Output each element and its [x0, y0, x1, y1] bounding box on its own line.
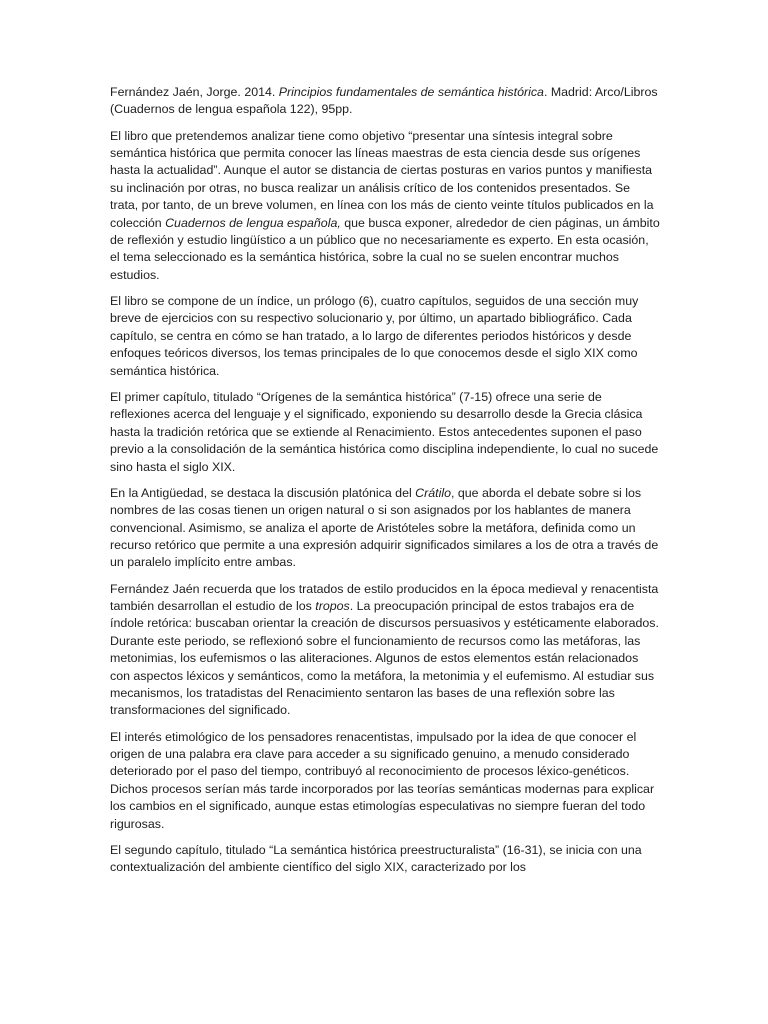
paragraph-chapter-two: El segundo capítulo, titulado “La semántica histórica preestructuralista” (16-31), se inicia con una contextualización del ambiente científico del siglo XIX, caracterizado por los — [110, 842, 642, 875]
paragraph-chapter-one: El primer capítulo, titulado “Orígenes de la semántica histórica” (7-15) ofrece una serie de reflexiones acerca del lenguaje y el significado, exponiendo su desarrollo desde la Grecia clásica hasta la tradición retórica que se extiende al Renacimiento. Estos antecedentes suponen el paso previo a la consolidación de la semántica histórica como disciplina independiente, lo cual no sucede sino hasta el siglo XIX. — [110, 389, 659, 474]
collection-title: Cuadernos de lengua española, — [165, 215, 341, 230]
tropos-term: tropos — [315, 598, 350, 613]
bibliographic-citation — [110, 84, 661, 119]
citation-publisher: . Madrid: Arco/Libros (Cuadernos de lengua española 122), 95pp. — [110, 85, 658, 117]
paragraph-text: El libro que pretendemos analizar tiene como objetivo “presentar una síntesis integral sobre semántica histórica que permita conocer las líneas maestras de esta ciencia desde sus orígenes hasta la actualidad”. Aunque el autor se distancia de ciertas posturas en varios puntos y manifiesta su inclinación por otras, no busca realizar un análisis crítico de los contenidos presentados. Se trata, por tanto, de un breve volumen, en línea con los más de ciento veinte títulos publicados en la colección — [110, 128, 654, 230]
paragraph-objective — [110, 128, 661, 285]
book-title: Principios fundamentales de semántica histórica — [278, 85, 544, 99]
paragraph-structure: El libro se compone de un índice, un prólogo (6), cuatro capítulos, seguidos de una sección muy breve de ejercicios con su respectivo solucionario y, por último, un apartado bibliográfico. Cada capítulo, se centra en cómo se han tratado, a lo largo de diferentes periodos históricos y desde enfoques teóricos diversos, los temas principales de lo que conocemos desde el siglo XIX como semántica histórica. — [110, 294, 639, 378]
document-page — [110, 84, 661, 885]
paragraph-text: . La preocupación principal de estos trabajos era de índole retórica: buscaban orientar la creación de discursos persuasivos y estéticamente elaborados. Durante este periodo, se reflexionó sobre el funcionamiento de recursos como las metáforas, las metonimias, los eufemismos o las aliteraciones. Algunos de estos elementos están relacionados con aspectos léxicos y semánticos, como la metáfora, la metonimia y el eufemismo. Al estudiar sus mecanismos, los tratadistas del Renacimiento sentaron las bases de una reflexión sobre las transformaciones del significado. — [110, 598, 659, 718]
paragraph-text: En la Antigüedad, se destaca la discusión platónica del — [110, 485, 416, 500]
paragraph-etymology: El interés etimológico de los pensadores renacentistas, impulsado por la idea de que conocer el origen de una palabra era clave para acceder a su significado genuino, a menudo considerado deteriorado por el paso del tiempo, contribuyó al reconocimiento de procesos léxico-genéticos. Dichos procesos serían más tarde incorporados por las teorías semánticas modernas para explicar los cambios en el significado, aunque estas etimologías especulativas no siempre fueran del todo rigurosas. — [110, 729, 655, 831]
paragraph-antiquity — [110, 485, 661, 572]
paragraph-text: que busca exponer, alrededor de cien páginas, un ámbito de reflexión y estudio lingüístico a un público que no necesariamente es experto. En esta ocasión, el tema seleccionado es la semántica histórica, sobre la cual no se suelen encontrar muchos estudios. — [110, 215, 660, 282]
citation-author-year: Fernández Jaén, Jorge. 2014. — [110, 85, 279, 99]
paragraph-text: , que aborda el debate sobre si los nombres de las cosas tienen un origen natural o si son asignados por los hablantes de manera convencional. Asimismo, se analiza el aporte de Aristóteles sobre la metáfora, definida como un recurso retórico que permite a una expresión adquirir significados similares a los de otra a través de un paralelo implícito entre ambas. — [110, 485, 659, 570]
paragraph-tropes — [110, 581, 661, 720]
paragraph-text: Fernández Jaén recuerda que los tratados de estilo producidos en la época medieval y renacentista también desarrollan el estudio de los — [110, 581, 659, 613]
cratylus-title: Crátilo — [415, 485, 451, 500]
